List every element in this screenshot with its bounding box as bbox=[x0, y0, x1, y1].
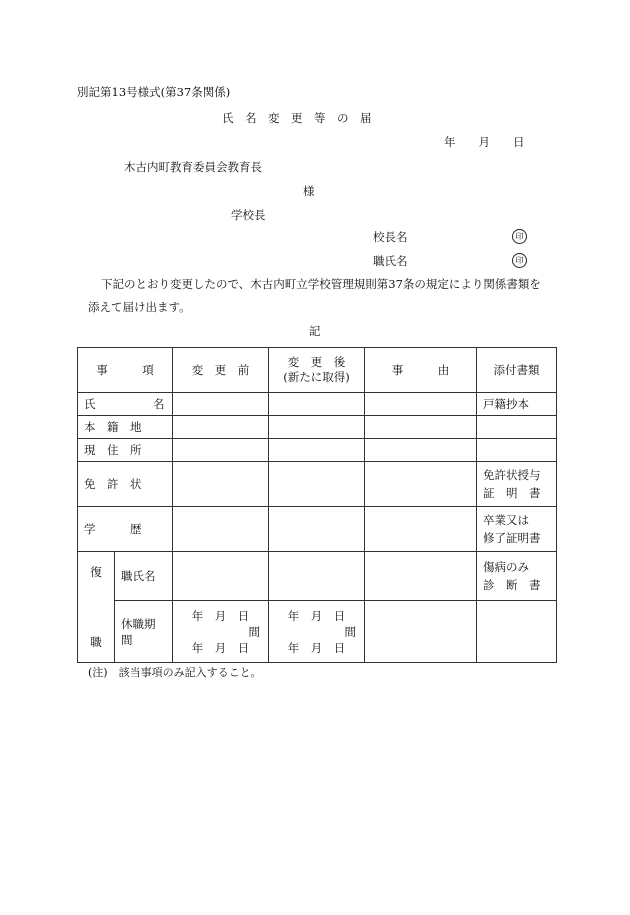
header-before: 変 更 前 bbox=[173, 348, 269, 393]
row-label: 現 住 所 bbox=[78, 439, 173, 462]
row-doc: 戸籍抄本 bbox=[477, 393, 557, 416]
return-staff-label: 職氏名 bbox=[115, 552, 173, 601]
table-row bbox=[78, 601, 557, 663]
header-after bbox=[269, 348, 365, 393]
addressee-principal: 学校長 bbox=[231, 208, 266, 222]
table-row bbox=[78, 552, 557, 601]
table-row bbox=[78, 507, 557, 552]
row-doc: 卒業又は 修了証明書 bbox=[477, 507, 557, 552]
change-table bbox=[77, 347, 557, 663]
row-doc: 免許状授与 証 明 書 bbox=[477, 462, 557, 507]
header-reason: 事 由 bbox=[365, 348, 477, 393]
table-row bbox=[78, 416, 557, 439]
row-label: 免 許 状 bbox=[78, 462, 173, 507]
seal-mark: 印 bbox=[512, 229, 527, 244]
ki-heading: 記 bbox=[309, 324, 321, 338]
header-after-note: (新たに取得) bbox=[283, 370, 350, 384]
form-title: 氏 名 変 更 等 の 届 bbox=[222, 111, 372, 125]
body-paragraph: 下記のとおり変更したので、木古内町立学校管理規則第37条の規定により関係書類を bbox=[101, 277, 541, 291]
table-row bbox=[78, 393, 557, 416]
period-after: 年 月 日 間 年 月 日 bbox=[269, 601, 365, 663]
row-label: 氏 名 bbox=[78, 393, 173, 416]
table-header-row bbox=[78, 348, 557, 393]
row-label: 本 籍 地 bbox=[78, 416, 173, 439]
seal-mark: 印 bbox=[512, 253, 527, 268]
header-after-label: 変 更 後 bbox=[287, 355, 346, 369]
footnote: (注) 該当事項のみ記入すること。 bbox=[88, 666, 262, 679]
date-line: 年 月 日 bbox=[444, 135, 525, 149]
form-number: 別記第13号様式(第37条関係) bbox=[77, 85, 231, 99]
addressee-honorific: 様 bbox=[303, 184, 315, 198]
body-paragraph-continued: 添えて届け出ます。 bbox=[88, 300, 191, 314]
header-docs: 添付書類 bbox=[477, 348, 557, 393]
principal-name-label: 校長名 bbox=[373, 230, 408, 244]
staff-name-label: 職氏名 bbox=[373, 254, 408, 268]
row-doc: 傷病のみ 診 断 書 bbox=[477, 552, 557, 601]
row-label: 学 歴 bbox=[78, 507, 173, 552]
leave-period-label: 休職期間 bbox=[115, 601, 173, 663]
addressee-board: 木古内町教育委員会教育長 bbox=[124, 160, 262, 174]
table-row bbox=[78, 439, 557, 462]
table-row bbox=[78, 462, 557, 507]
period-before: 年 月 日 間 年 月 日 bbox=[173, 601, 269, 663]
return-label: 復 職 bbox=[78, 552, 115, 663]
header-item: 事 項 bbox=[78, 348, 173, 393]
